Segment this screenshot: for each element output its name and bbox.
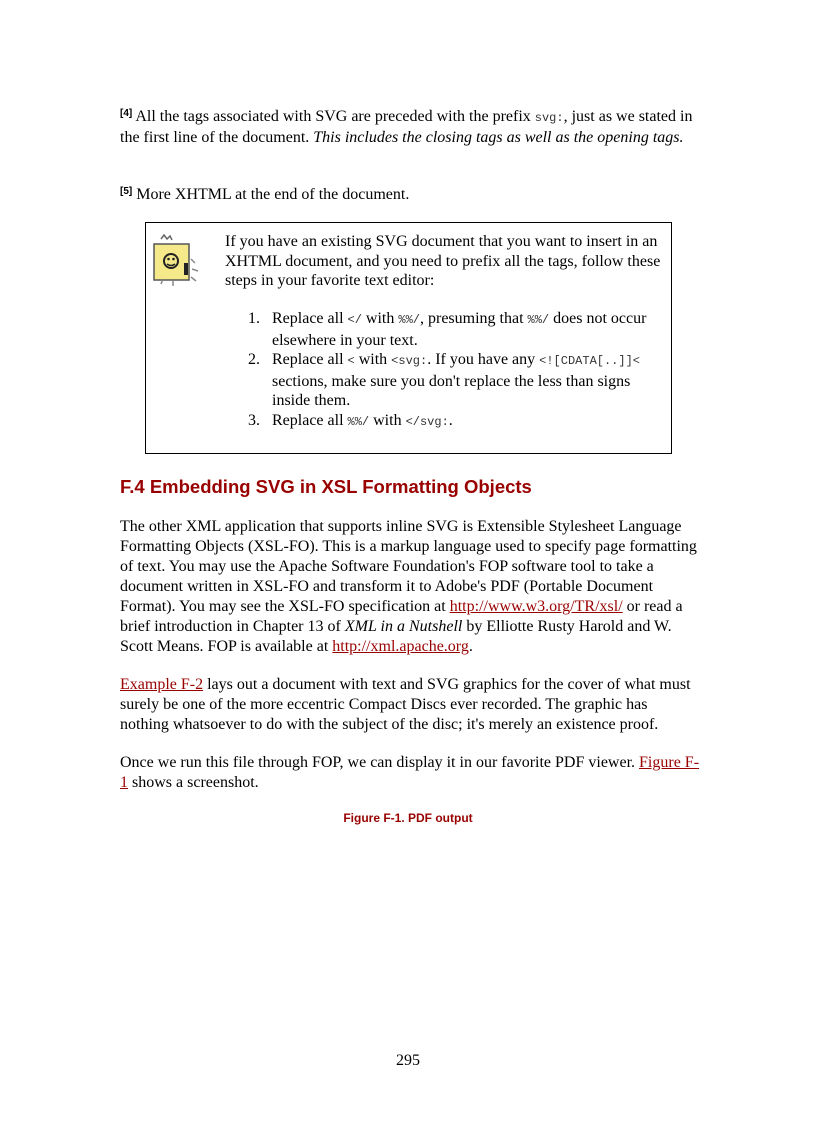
section-paragraph-3: [120, 753, 700, 793]
footnote-4: [120, 104, 700, 148]
step-item: [248, 411, 648, 433]
paragraph-text: The other XML application that supports inline SVG is Extensible Stylesheet Language Formatting Objects (XSL-FO). This is a markup language used to specify page formatting of text. You may use the Apache Software Foundation's FOP software tool to take a document written in XSL-FO and transform it to Adobe's PDF (Portable Document Format). You may see the XSL-FO specification at: [120, 518, 697, 615]
inline-code: <svg:: [391, 354, 428, 368]
inline-code: %%/: [398, 313, 420, 327]
paragraph-text: shows a screenshot.: [128, 774, 259, 791]
inline-code: %%/: [347, 414, 370, 429]
paragraph-text: .: [468, 638, 473, 655]
tip-text: If you have an existing SVG document that you want to insert in an XHTML document, and you need to prefix all the tags, follow these steps in your favorite text editor:: [225, 233, 661, 289]
tip-icon: [151, 231, 203, 287]
example-f2-link[interactable]: Example F-2: [120, 676, 204, 693]
footnote-text: All the tags associated with SVG are preceded with the prefix: [132, 108, 535, 125]
step-text: does not occur elsewhere in your text.: [272, 310, 647, 349]
step-text: . If you have any: [427, 351, 540, 368]
step-text: Replace all: [272, 310, 348, 327]
paragraph-text: lays out a document with text and SVG graphics for the cover of what must surely be one of the more eccentric Compact Discs ever recorded. The graphic has nothing whatsoever to do with the subject of the disc; it's merely an existence proof.: [120, 676, 691, 733]
section-paragraph-2: [120, 675, 700, 735]
step-text: with: [369, 411, 406, 429]
section-paragraph-1: [120, 517, 700, 657]
xsl-spec-link[interactable]: http://www.w3.org/TR/xsl/: [449, 598, 623, 615]
footnote-mark: [5]: [120, 186, 133, 197]
step-text: with: [354, 351, 392, 368]
book-title: XML in a Nutshell: [344, 618, 463, 635]
steps-list: [248, 309, 648, 432]
paragraph-text: Once we run this file through FOP, we can display it in our favorite PDF viewer.: [120, 754, 640, 771]
step-number: 1.: [248, 310, 260, 327]
step-text: sections, make sure you don't replace the less than signs inside them.: [272, 372, 631, 409]
section-heading: F.4 Embedding SVG in XSL Formatting Objects: [120, 476, 532, 497]
step-item: [248, 309, 648, 350]
tip-box: [145, 222, 672, 454]
page-number: 295: [396, 1052, 420, 1069]
step-text: .: [448, 411, 453, 429]
inline-code: </svg:: [405, 414, 449, 429]
inline-code: svg:: [534, 111, 564, 125]
step-text: Replace all: [272, 411, 348, 429]
footnote-text: , just as we stated in the first line of the document.: [120, 108, 693, 146]
paragraph-text: or read a brief introduction in Chapter 13 of: [120, 598, 683, 635]
step-number: 3.: [248, 411, 260, 429]
inline-code: </: [347, 313, 362, 327]
step-text: , presuming that: [419, 310, 528, 327]
figure-caption: Figure F-1. PDF output: [343, 811, 473, 825]
figure-f1-link[interactable]: Figure F-1: [120, 754, 700, 791]
inline-code: <: [347, 354, 355, 368]
step-item: [248, 350, 648, 411]
inline-code: %%/: [527, 313, 550, 327]
footnote-5: [120, 182, 700, 205]
footnote-mark: [4]: [120, 108, 133, 119]
footnote-text: More XHTML at the end of the document.: [132, 186, 410, 203]
step-text: Replace all: [272, 351, 348, 368]
apache-link[interactable]: http://xml.apache.org: [332, 638, 469, 655]
inline-code: <![CDATA[..]]<: [539, 354, 640, 368]
step-text: with: [361, 310, 399, 327]
footnote-emphasis: This includes the closing tags as well as the opening tags.: [313, 129, 684, 146]
paragraph-text: by Elliotte Rusty Harold and W. Scott Means. FOP is available at: [120, 618, 672, 655]
step-number: 2.: [248, 351, 260, 368]
